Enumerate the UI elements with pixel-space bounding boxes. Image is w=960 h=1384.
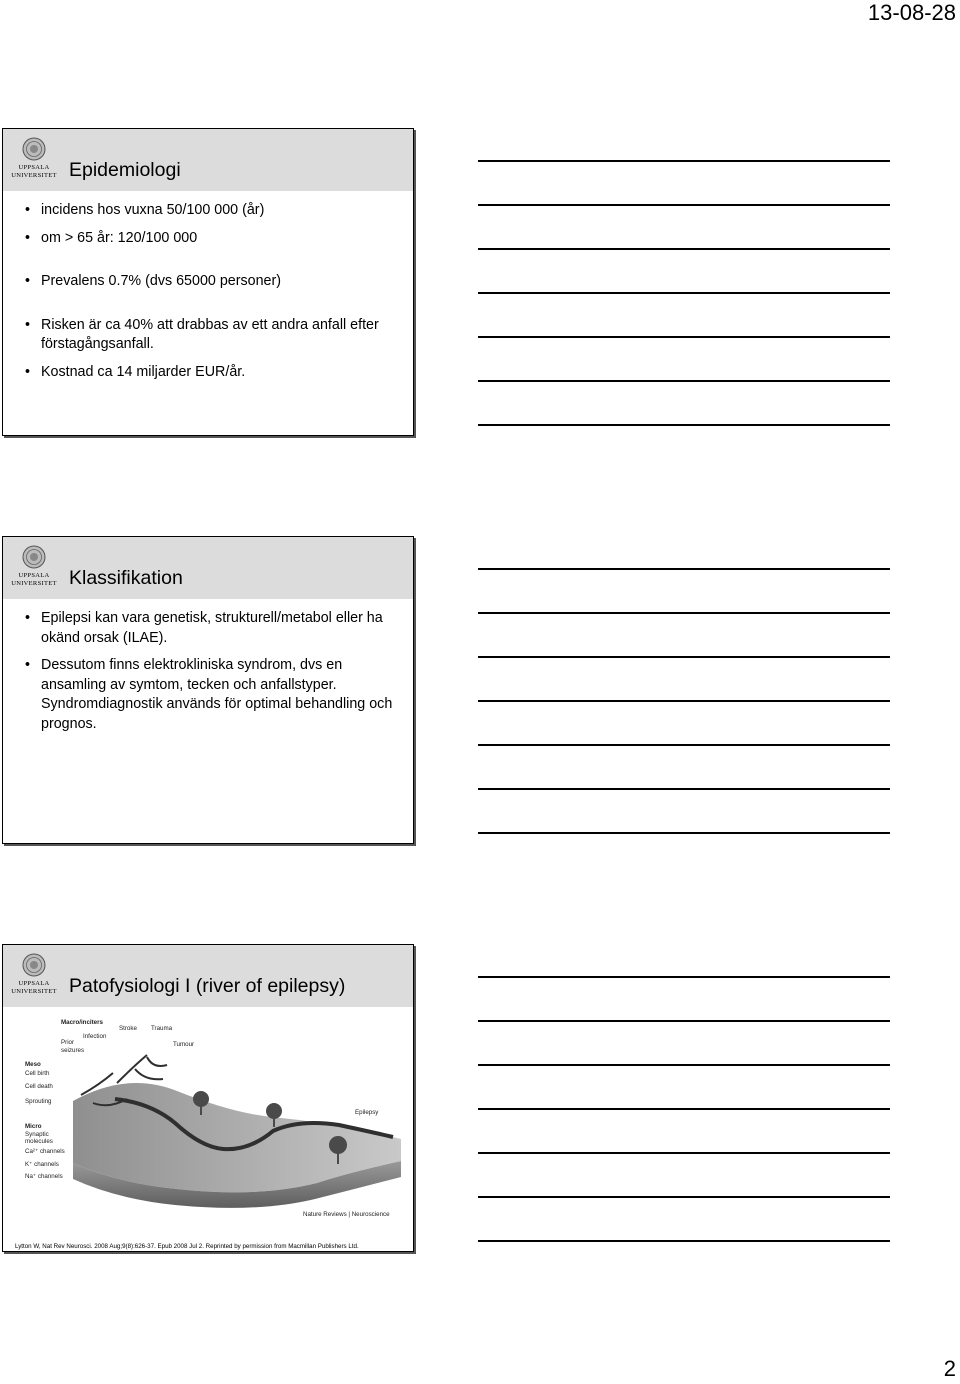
slide-title: Patofysiologi I (river of epilepsy) — [69, 975, 346, 997]
label-micro: Micro — [25, 1123, 42, 1130]
date-header: 13-08-28 — [867, 0, 956, 25]
logo-text-line1: UPPSALA — [18, 572, 50, 579]
page-number: 2 — [943, 1356, 956, 1381]
uppsala-logo — [11, 137, 57, 185]
note-line — [478, 976, 890, 978]
note-line — [478, 1020, 890, 1022]
slide-klassifikation — [2, 536, 414, 844]
slide-header — [3, 129, 413, 191]
label-macro-inciters: Macro/inciters — [61, 1019, 103, 1026]
label-infection: Infection — [83, 1033, 107, 1040]
university-seal-icon — [22, 545, 46, 569]
note-line — [478, 336, 890, 338]
slide-bullets — [25, 201, 393, 383]
river-of-epilepsy-figure — [17, 1013, 407, 1235]
note-line — [478, 832, 890, 834]
logo-text-line1: UPPSALA — [18, 164, 50, 171]
note-line — [478, 204, 890, 206]
bullet-item: • incidens hos vuxna 50/100 000 (år) — [25, 201, 393, 221]
uppsala-logo — [11, 545, 57, 593]
note-line — [478, 1196, 890, 1198]
slide-header — [3, 945, 413, 1007]
bullet-item: • Risken är ca 40% att drabbas av ett andra anfall efter förstagångsanfall. — [25, 316, 393, 355]
bullet-item: • Dessutom finns elektrokliniska syndrom, dvs en ansamling av symtom, tecken och anfallstyper. Syndromdiagnostik används för optimal behandling och prognos. — [25, 656, 393, 734]
note-line — [478, 612, 890, 614]
label-epilepsy: Epilepsy — [355, 1109, 379, 1116]
university-seal-icon — [22, 953, 46, 977]
note-line — [478, 248, 890, 250]
bullet-item: • Kostnad ca 14 miljarder EUR/år. — [25, 363, 393, 383]
bullet-item: • om > 65 år: 120/100 000 — [25, 229, 393, 249]
label-trauma: Trauma — [151, 1025, 173, 1032]
note-line — [478, 292, 890, 294]
label-seizures: seizures — [61, 1047, 85, 1054]
label-journal: Nature Reviews | Neuroscience — [303, 1211, 390, 1218]
note-line — [478, 424, 890, 426]
label-ca-channels: Ca²⁺ channels — [25, 1148, 65, 1155]
label-cell-death: Cell death — [25, 1083, 53, 1090]
logo-text-line2: UNIVERSITET — [11, 988, 57, 995]
note-line — [478, 1152, 890, 1154]
bullet-item: • Prevalens 0.7% (dvs 65000 personer) — [25, 272, 393, 292]
note-line — [478, 380, 890, 382]
note-line — [478, 788, 890, 790]
slide-title: Klassifikation — [69, 567, 183, 589]
note-line — [478, 700, 890, 702]
label-stroke: Stroke — [119, 1025, 137, 1032]
slide-header — [3, 537, 413, 599]
university-seal-icon — [22, 137, 46, 161]
citation: Lytton W, Nat Rev Neurosci. 2008 Aug;9(8):626-37. Epub 2008 Jul 2. Reprinted by permission from Macmillan Publishers Ltd. — [15, 1243, 359, 1250]
bullet-item: • Epilepsi kan vara genetisk, strukturell/metabol eller ha okänd orsak (ILAE). — [25, 609, 393, 648]
note-line — [478, 568, 890, 570]
label-na-channels: Na⁺ channels — [25, 1173, 63, 1180]
slide-patofysiologi — [2, 944, 414, 1252]
slide-epidemiologi — [2, 128, 414, 436]
note-line — [478, 1108, 890, 1110]
label-prior: Prior — [61, 1039, 75, 1046]
logo-text-line2: UNIVERSITET — [11, 580, 57, 587]
label-meso: Meso — [25, 1061, 41, 1068]
label-synaptic: Synaptic — [25, 1131, 49, 1138]
label-tumour: Tumour — [173, 1041, 195, 1048]
note-line — [478, 1064, 890, 1066]
slide-bullets — [25, 609, 393, 735]
logo-text-line2: UNIVERSITET — [11, 172, 57, 179]
logo-text-line1: UPPSALA — [18, 980, 50, 987]
note-line — [478, 1240, 890, 1242]
slide-title: Epidemiologi — [69, 159, 181, 181]
label-molecules: molecules — [25, 1138, 53, 1145]
label-cell-birth: Cell birth — [25, 1070, 50, 1077]
label-k-channels: K⁺ channels — [25, 1161, 59, 1168]
uppsala-logo — [11, 953, 57, 1001]
note-line — [478, 160, 890, 162]
note-line — [478, 656, 890, 658]
note-line — [478, 744, 890, 746]
label-sprouting: Sprouting — [25, 1098, 52, 1105]
